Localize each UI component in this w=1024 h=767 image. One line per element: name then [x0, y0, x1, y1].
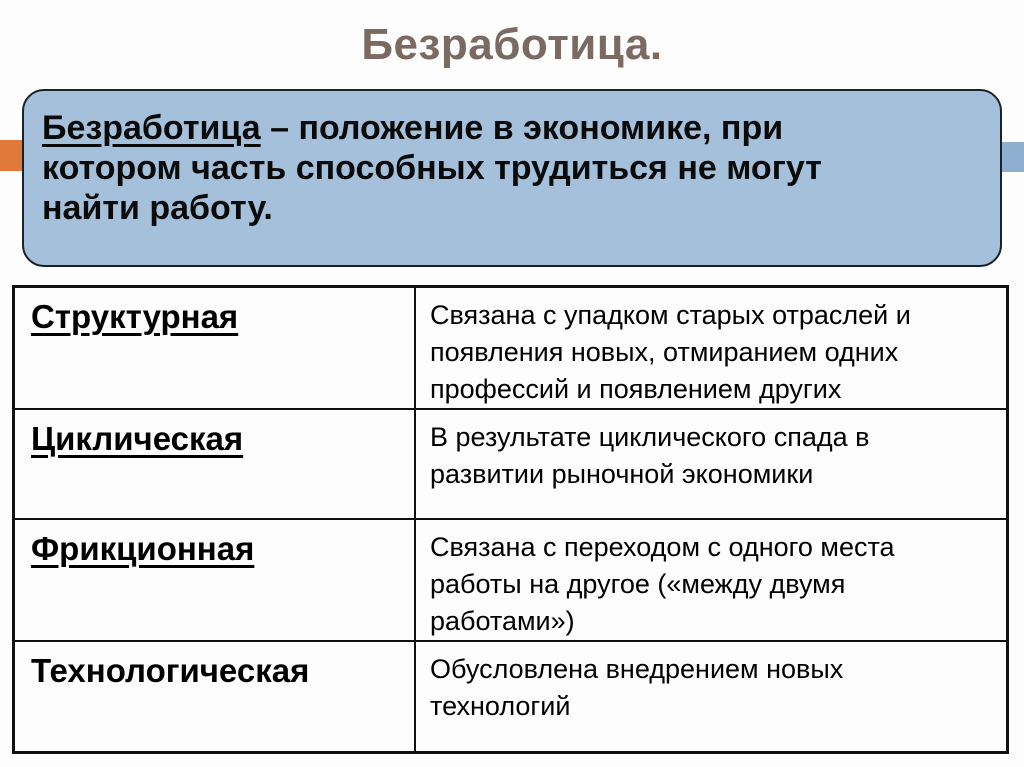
desc-cell-cyclical: [415, 409, 1008, 519]
slide-title: Безработица.: [361, 20, 663, 69]
desc-line: Связана с переходом с одного места: [430, 532, 895, 562]
term-label: Циклическая: [31, 420, 244, 457]
term-cell-cyclical: [14, 409, 416, 519]
table-row-frictional: [14, 519, 1008, 641]
term-cell-structural: [14, 287, 416, 410]
term-cell-technological: [14, 641, 416, 752]
definition-callout: [22, 89, 1002, 267]
term-cell-frictional: [14, 519, 416, 641]
desc-line: технологий: [430, 691, 571, 721]
unemployment-types-table: [12, 285, 1009, 754]
desc-cell-structural: [415, 287, 1008, 410]
desc-line: развитии рыночной экономики: [430, 459, 814, 489]
table-row-cyclical: [14, 409, 1008, 519]
desc-cell-frictional: [415, 519, 1008, 641]
desc-line: появления новых, отмиранием одних: [430, 337, 899, 367]
definition-line-1: [42, 108, 980, 148]
desc-line: профессий и появлением других: [430, 374, 842, 404]
right-blue-accent-bar: [999, 142, 1024, 172]
table-body: [14, 287, 1008, 753]
definition-term: Безработица: [42, 109, 261, 147]
desc-line: Обусловлена внедрением новых: [430, 654, 844, 684]
term-label: Структурная: [31, 298, 239, 335]
table-row-structural: [14, 287, 1008, 410]
table-row-technological: [14, 641, 1008, 752]
definition-line-2: котором часть способных трудиться не могут: [42, 149, 822, 187]
desc-cell-technological: [415, 641, 1008, 752]
definition-line-1-rest: – положение в экономике, при: [260, 109, 784, 147]
desc-line: работы на другое («между двумя: [430, 569, 846, 599]
desc-line: В результате циклического спада в: [430, 422, 870, 452]
desc-line: работами»): [430, 606, 575, 636]
term-label: Технологическая: [31, 652, 310, 689]
definition-line-3: найти работу.: [42, 189, 273, 227]
desc-line: Связана с упадком старых отраслей и: [430, 300, 911, 330]
term-label: Фрикционная: [31, 530, 255, 567]
